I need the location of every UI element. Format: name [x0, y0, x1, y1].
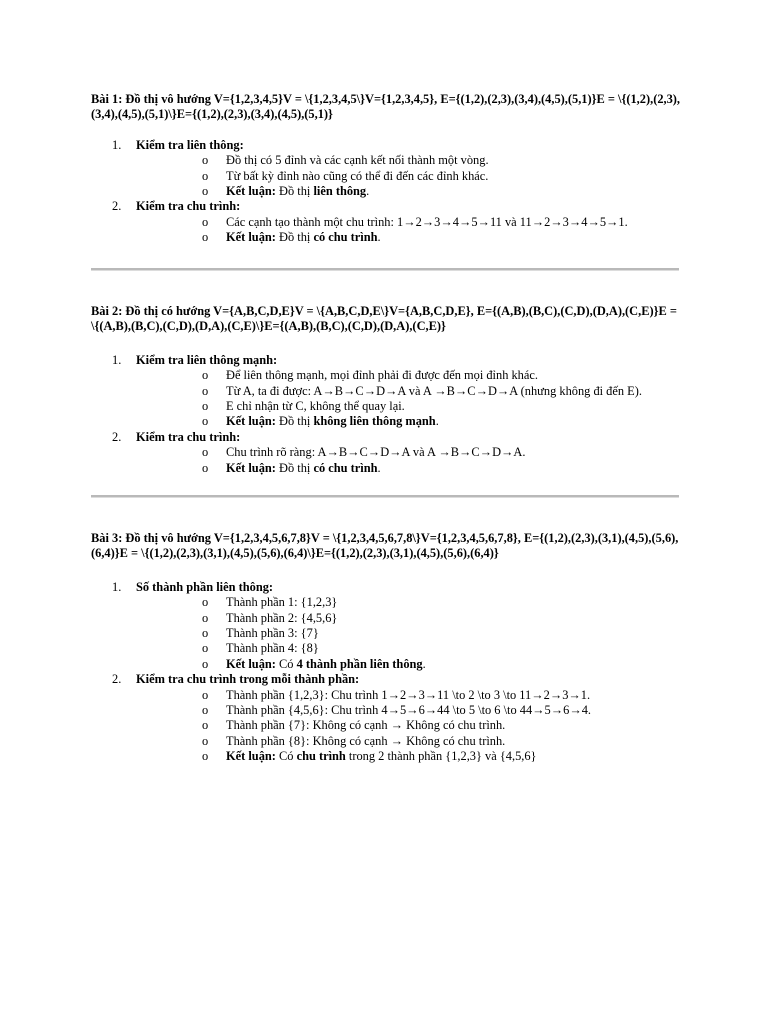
list-item: o Thành phần {8}: Không có cạnh → Không có chu trình.: [202, 733, 506, 748]
sub-list: [136, 445, 681, 476]
conclusion-item: o Kết luận: Đồ thị không liên thông mạnh.: [202, 414, 439, 429]
item-number: 1.: [112, 352, 122, 367]
conclusion-label: Kết luận:: [226, 184, 276, 199]
exercise-3-heading: Bài 3: Đồ thị vô hướng V={1,2,3,4,5,6,7,8}V = \{1,2,3,4,5,6,7,8\}V={1,2,3,4,5,6,7,8}, E={(1,2),(2,3),(3,1),(4,5),(5,6),(6,4)}E = \{(1,2),(2,3),(3,1),(4,5),(5,6),(6,4)\}E={(1,2),(2,3),(3,1),(4,5),(5,6),(6,4)}: [91, 531, 679, 561]
list-item: o Thành phần 4: {8}: [202, 641, 319, 656]
bullet-icon: o: [202, 383, 209, 398]
exercise-1-heading: Bài 1: Đồ thị vô hướng V={1,2,3,4,5}V = \{1,2,3,4,5\}V={1,2,3,4,5}, E={(1,2),(2,3),(3,4),(4,5),(5,1)}E = \{(1,2),(2,3),(3,4),(4,5),(5,1)\}E={(1,2),(2,3),(3,4),(4,5),(5,1)}: [91, 92, 681, 122]
list-item: o Thành phần {4,5,6}: Chu trình 4→5→6→44 \to 5 \to 6 \to 44→5→6→4.: [202, 703, 592, 718]
bullet-icon: o: [202, 168, 209, 183]
exercise-2-list: [91, 353, 681, 476]
conclusion-label: Kết luận:: [226, 656, 276, 671]
bullet-icon: o: [202, 687, 209, 702]
sub-list: [136, 368, 681, 430]
conclusion-value: có chu trình: [313, 230, 378, 245]
bullet-icon: o: [202, 641, 209, 656]
bullet-icon: o: [202, 610, 209, 625]
exercise-2-heading: Bài 2: Đồ thị có hướng V={A,B,C,D,E}V = \{A,B,C,D,E\}V={A,B,C,D,E}, E={(A,B),(B,C),(C,D),(D,A),(C,E)}E = \{(A,B),(B,C),(C,D),(D,A),(C,E)\}E={(A,B),(B,C),(C,D),(D,A),(C,E)}: [91, 304, 677, 334]
conclusion-item: o Kết luận: Có chu trình trong 2 thành phần {1,2,3} và {4,5,6}: [202, 749, 537, 764]
list-item: o Đồ thị có 5 đỉnh và các cạnh kết nối thành một vòng.: [202, 153, 489, 168]
list-item: o Thành phần 1: {1,2,3}: [202, 595, 338, 610]
sub-list: [136, 153, 681, 199]
exercise-1-item-1: [91, 138, 681, 200]
bullet-icon: o: [202, 656, 209, 671]
exercise-1: [91, 92, 681, 246]
list-item: o Để liên thông mạnh, mọi đỉnh phải đi được đến mọi đỉnh khác.: [202, 368, 538, 383]
item-number: 2.: [112, 429, 122, 444]
bullet-icon: o: [202, 445, 209, 460]
exercise-3: [91, 531, 681, 765]
exercise-3-item-2: [91, 672, 681, 764]
exercise-2: [91, 304, 681, 476]
item-title: Kiểm tra liên thông mạnh:: [136, 352, 278, 367]
exercise-3-item-1: [91, 580, 681, 672]
conclusion-value: có chu trình: [313, 460, 378, 475]
item-number: 2.: [112, 199, 122, 214]
item-number: 2.: [112, 672, 122, 687]
exercise-2-item-1: [91, 353, 681, 430]
item-title: Kiểm tra chu trình trong mỗi thành phần:: [136, 672, 360, 687]
bullet-icon: o: [202, 749, 209, 764]
exercise-1-item-2: [91, 199, 681, 245]
list-item: o Từ bất kỳ đỉnh nào cũng có thể đi đến các đỉnh khác.: [202, 168, 489, 183]
bullet-icon: o: [202, 595, 209, 610]
item-title: Kiểm tra chu trình:: [136, 199, 241, 214]
item-title: Số thành phần liên thông:: [136, 579, 274, 594]
item-title: Kiểm tra chu trình:: [136, 429, 241, 444]
conclusion-label: Kết luận:: [226, 460, 276, 475]
sub-list: [136, 595, 681, 672]
conclusion-value: liên thông: [313, 184, 367, 199]
section-divider: [91, 268, 679, 271]
bullet-icon: o: [202, 733, 209, 748]
exercise-1-list: [91, 138, 681, 246]
item-number: 1.: [112, 137, 122, 152]
exercise-2-item-2: [91, 430, 681, 476]
list-item: o Từ A, ta đi được: A→B→C→D→A và A →B→C→D→A (nhưng không đi đến E).: [202, 383, 642, 398]
sub-list: [136, 688, 681, 765]
bullet-icon: o: [202, 718, 209, 733]
bullet-icon: o: [202, 184, 209, 199]
list-item: o Các cạnh tạo thành một chu trình: 1→2→3→4→5→11 và 11→2→3→4→5→1.: [202, 214, 628, 229]
conclusion-value: 4 thành phần liên thông: [296, 656, 423, 671]
list-item: o Thành phần {7}: Không có cạnh → Không có chu trình.: [202, 718, 506, 733]
conclusion-label: Kết luận:: [226, 230, 276, 245]
list-item: o Chu trình rõ ràng: A→B→C→D→A và A →B→C→D→A.: [202, 445, 526, 460]
section-divider: [91, 495, 679, 498]
bullet-icon: o: [202, 153, 209, 168]
sub-list: [136, 215, 681, 246]
conclusion-item: o Kết luận: Đồ thị có chu trình.: [202, 460, 381, 475]
conclusion-value: không liên thông mạnh: [313, 414, 436, 429]
bullet-icon: o: [202, 703, 209, 718]
bullet-icon: o: [202, 626, 209, 641]
bullet-icon: o: [202, 230, 209, 245]
list-item: o Thành phần 3: {7}: [202, 626, 319, 641]
conclusion-item: o Kết luận: Có 4 thành phần liên thông.: [202, 656, 426, 671]
item-title: Kiểm tra liên thông:: [136, 137, 244, 152]
bullet-icon: o: [202, 460, 209, 475]
bullet-icon: o: [202, 214, 209, 229]
exercise-3-list: [91, 580, 681, 765]
bullet-icon: o: [202, 414, 209, 429]
list-item: o E chỉ nhận từ C, không thể quay lại.: [202, 399, 405, 414]
conclusion-item: o Kết luận: Đồ thị liên thông.: [202, 184, 370, 199]
conclusion-item: o Kết luận: Đồ thị có chu trình.: [202, 230, 381, 245]
conclusion-label: Kết luận:: [226, 414, 276, 429]
bullet-icon: o: [202, 399, 209, 414]
item-number: 1.: [112, 579, 122, 594]
list-item: o Thành phần 2: {4,5,6}: [202, 610, 338, 625]
conclusion-value: chu trình: [296, 749, 346, 764]
list-item: o Thành phần {1,2,3}: Chu trình 1→2→3→11 \to 2 \to 3 \to 11→2→3→1.: [202, 687, 591, 702]
conclusion-label: Kết luận:: [226, 749, 276, 764]
bullet-icon: o: [202, 368, 209, 383]
